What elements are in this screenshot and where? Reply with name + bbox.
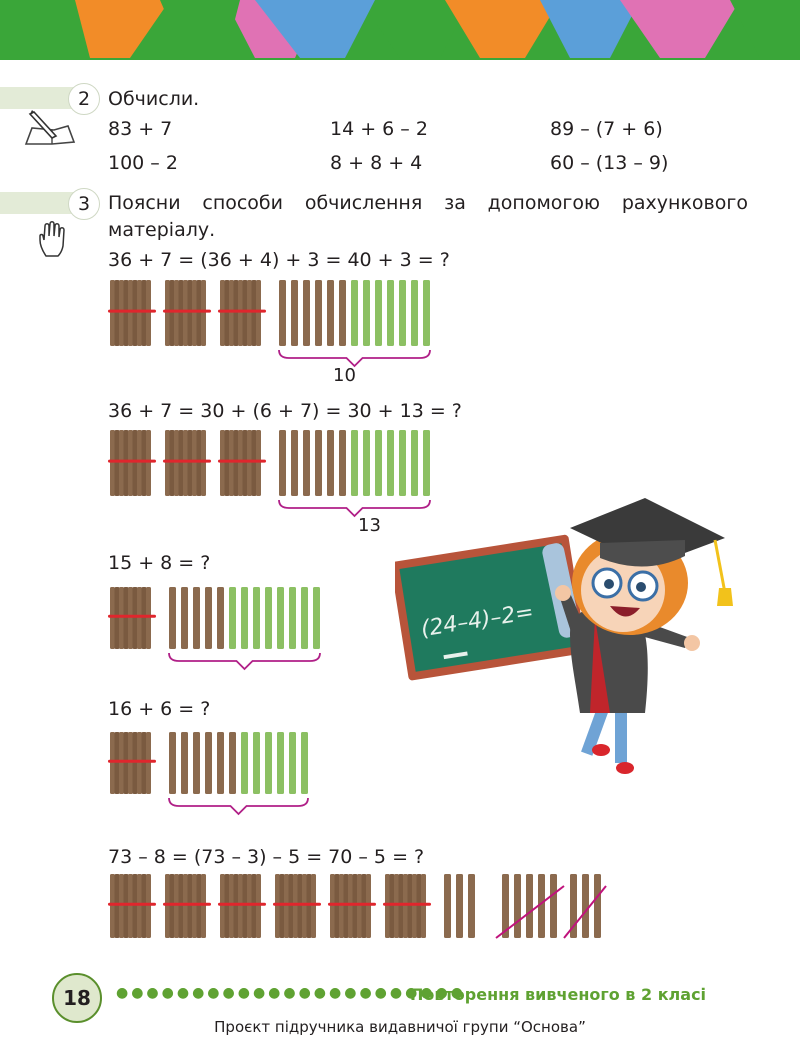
brown-stick — [303, 430, 310, 496]
brown-stick — [468, 874, 475, 938]
brown-stick — [315, 280, 322, 346]
green-stick — [313, 587, 320, 649]
brown-stick — [594, 874, 601, 938]
stick-bundle — [108, 280, 156, 346]
brown-stick — [181, 587, 188, 649]
green-stick — [253, 587, 260, 649]
green-stick — [241, 587, 248, 649]
pencil-notebook-icon — [22, 108, 80, 148]
green-stick — [265, 732, 272, 794]
brown-stick — [315, 430, 322, 496]
brown-stick — [327, 430, 334, 496]
brace — [169, 798, 308, 814]
example-equation: 15 + 8 = ? — [108, 552, 211, 574]
green-stick — [253, 732, 260, 794]
brown-stick — [217, 732, 224, 794]
brace — [169, 653, 320, 669]
green-stick — [423, 430, 430, 496]
green-stick — [375, 430, 382, 496]
expression: 83 + 7 — [108, 118, 173, 140]
green-stick — [301, 587, 308, 649]
brown-stick — [339, 430, 346, 496]
stick-bundle — [163, 874, 211, 938]
brown-stick — [279, 430, 286, 496]
task-3-title: Поясни способи обчислення за допомогою рахункового матеріалу. — [108, 192, 748, 241]
brown-stick — [229, 732, 236, 794]
publisher-line: Проєкт підручника видавничої групи “Основа” — [214, 1018, 586, 1036]
brown-stick — [193, 732, 200, 794]
brown-stick — [456, 874, 463, 938]
green-stick — [387, 430, 394, 496]
stick-bundle — [108, 732, 156, 794]
expression: 89 – (7 + 6) — [550, 118, 663, 140]
stick-bundle — [383, 874, 431, 938]
example-equation: 36 + 7 = 30 + (6 + 7) = 30 + 13 = ? — [108, 400, 462, 422]
brown-stick — [169, 732, 176, 794]
green-stick — [399, 280, 406, 346]
brown-stick — [526, 874, 533, 938]
green-stick — [265, 587, 272, 649]
expression: 60 – (13 – 9) — [550, 152, 669, 174]
green-stick — [301, 732, 308, 794]
stick-bundle — [218, 280, 266, 346]
brace — [279, 350, 430, 366]
green-stick — [411, 430, 418, 496]
brown-stick — [205, 587, 212, 649]
stick-bundle — [163, 430, 211, 496]
top-banner — [0, 0, 800, 60]
brown-stick — [327, 280, 334, 346]
task-3-number: 3 — [68, 188, 100, 220]
brown-stick — [444, 874, 451, 938]
hand-icon — [36, 220, 70, 258]
green-stick — [411, 280, 418, 346]
green-stick — [289, 587, 296, 649]
example-equation: 16 + 6 = ? — [108, 698, 211, 720]
brown-stick — [303, 280, 310, 346]
brown-stick — [291, 430, 298, 496]
dotted-line: ●●●●●●●●●●●●●●●●●●●●●●● — [116, 985, 466, 1001]
green-stick — [399, 430, 406, 496]
graduate-girl-illustration — [395, 488, 750, 788]
green-stick — [387, 280, 394, 346]
stick-bundle — [108, 874, 156, 938]
chalkboard-text: (24–4)–2= — [419, 599, 536, 643]
brown-stick — [550, 874, 557, 938]
task-2-number: 2 — [68, 83, 100, 115]
brown-stick — [169, 587, 176, 649]
stick-bundle — [163, 280, 211, 346]
brown-stick — [582, 874, 589, 938]
green-stick — [241, 732, 248, 794]
brown-stick — [279, 280, 286, 346]
green-stick — [277, 587, 284, 649]
expression: 14 + 6 – 2 — [330, 118, 428, 140]
green-stick — [363, 280, 370, 346]
counting-sticks-row — [106, 872, 666, 947]
green-stick — [363, 430, 370, 496]
green-stick — [351, 430, 358, 496]
brown-stick — [205, 732, 212, 794]
brace-label: 10 — [333, 365, 356, 386]
brown-stick — [339, 280, 346, 346]
stick-bundle — [108, 430, 156, 496]
brown-stick — [181, 732, 188, 794]
green-stick — [375, 280, 382, 346]
expression: 100 – 2 — [108, 152, 178, 174]
brown-stick — [514, 874, 521, 938]
stick-bundle — [218, 430, 266, 496]
stick-bundle — [218, 874, 266, 938]
green-stick — [277, 732, 284, 794]
task-2-title: Обчисли. — [108, 88, 200, 110]
counting-sticks-row — [106, 278, 476, 388]
stick-bundle — [328, 874, 376, 938]
example-equation: 36 + 7 = (36 + 4) + 3 = 40 + 3 = ? — [108, 249, 450, 271]
section-title: Повторення вивченого в 2 класі — [410, 985, 707, 1004]
example-equation: 73 – 8 = (73 – 3) – 5 = 70 – 5 = ? — [108, 846, 425, 868]
brown-stick — [291, 280, 298, 346]
green-stick — [229, 587, 236, 649]
green-stick — [423, 280, 430, 346]
expression: 8 + 8 + 4 — [330, 152, 423, 174]
green-stick — [351, 280, 358, 346]
brace-label: 13 — [358, 515, 381, 536]
brown-stick — [193, 587, 200, 649]
stick-bundle — [108, 587, 156, 649]
green-stick — [289, 732, 296, 794]
stick-bundle — [273, 874, 321, 938]
brown-stick — [217, 587, 224, 649]
page-number: 18 — [52, 973, 102, 1023]
